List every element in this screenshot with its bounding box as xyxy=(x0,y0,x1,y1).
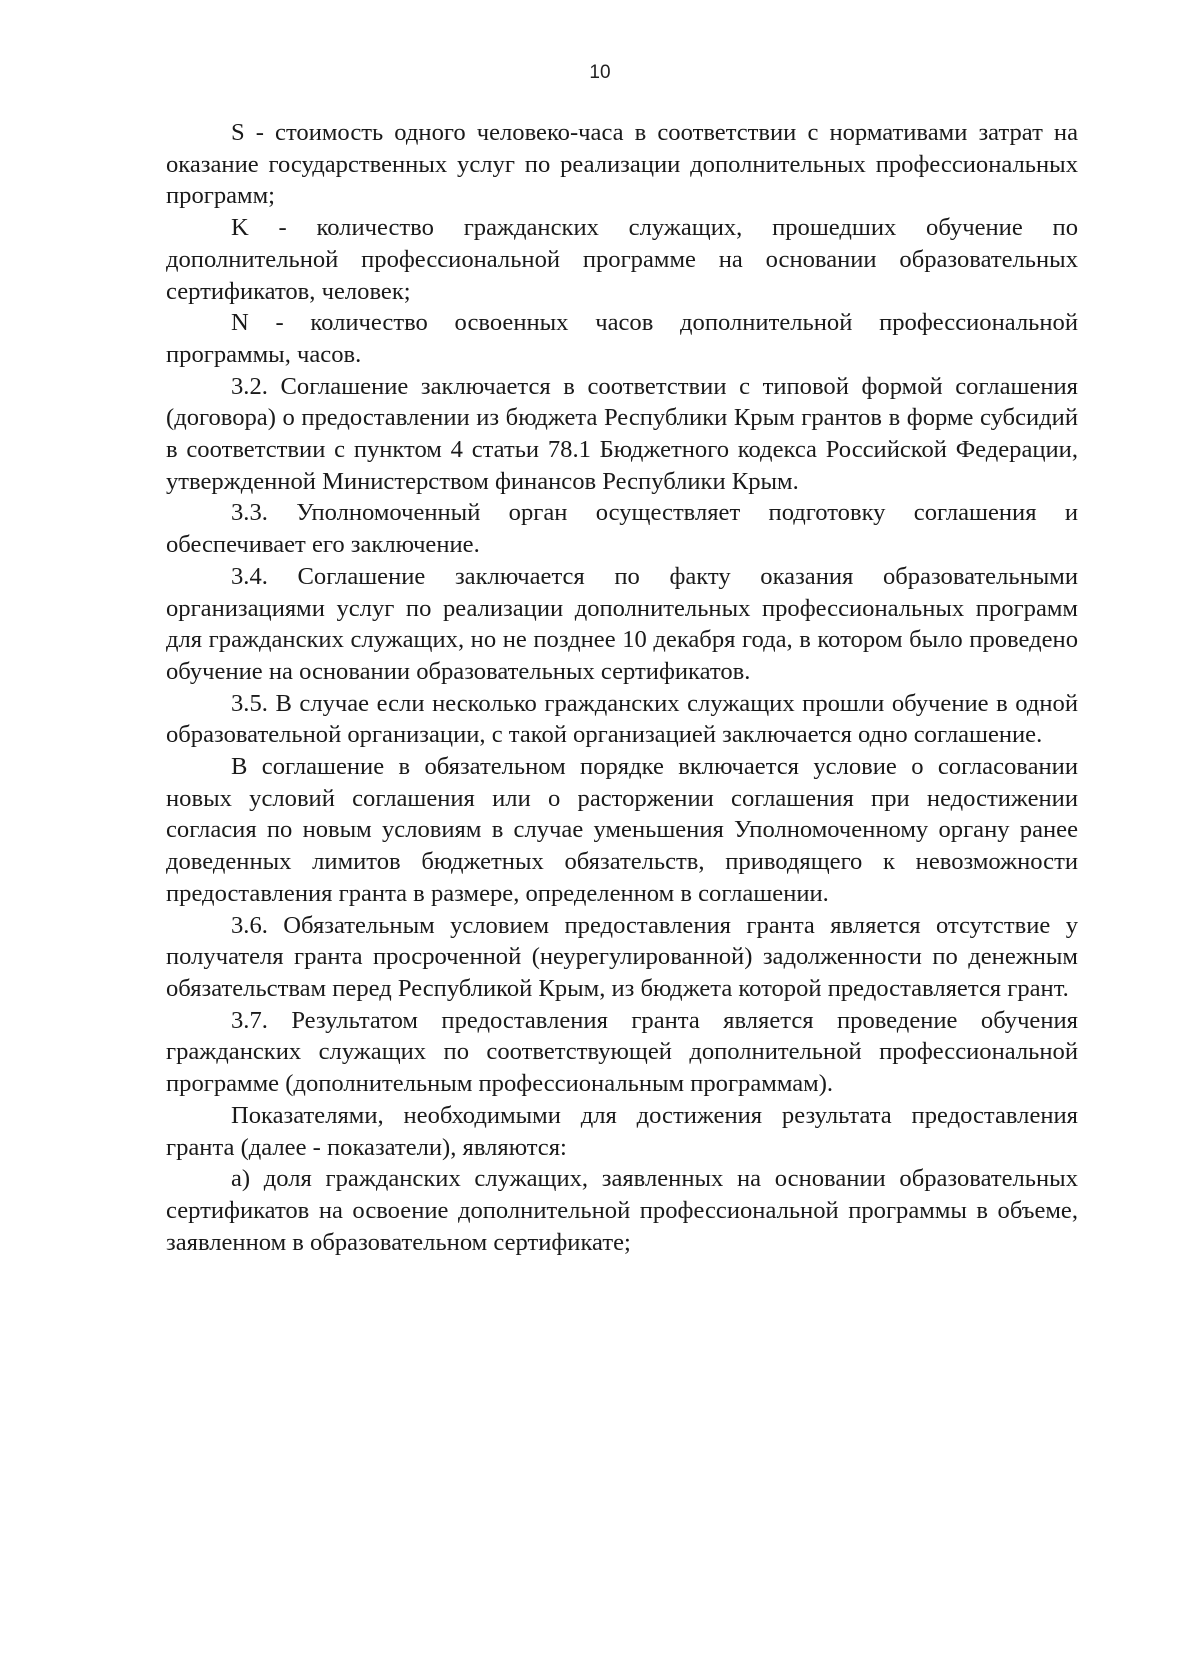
paragraph-3-5: 3.5. В случае если несколько гражданских служащих прошли обучение в одной образовательной организации, с такой организацией заключается одно соглашение. xyxy=(166,689,1078,749)
paragraph-cost-definition: S - стоимость одного человеко-часа в соответствии с нормативами затрат на оказание государственных услуг по реализации дополнительных профессиональных программ; xyxy=(166,119,1078,210)
paragraph-3-6: 3.6. Обязательным условием предоставления гранта является отсутствие у получателя гранта просроченной (неурегулированной) задолженности по денежным обязательствам перед Республикой Крым, из бюджета которой предоставляется грант. xyxy=(166,911,1078,1002)
paragraph-hours-definition: N - количество освоенных часов дополнительной профессиональной программы, часов. xyxy=(166,309,1078,368)
paragraph-agreement-condition: В соглашение в обязательном порядке включается условие о согласовании новых условий соглашения или о расторжении соглашения при недостижении согласия по новым условиям в случае уменьшения Уполномоченному органу ранее доведенных лимитов бюджетных обязательств, приводящего к невозможности предоставления гранта в размере, определенном в соглашении. xyxy=(166,753,1078,907)
paragraph-3-3: 3.3. Уполномоченный орган осуществляет подготовку соглашения и обеспечивает его заключение. xyxy=(166,499,1078,559)
document-body xyxy=(166,117,1078,1258)
paragraph-3-7: 3.7. Результатом предоставления гранта является проведение обучения гражданских служащих по соответствующей дополнительной профессиональной программе (дополнительным профессиональным программам). xyxy=(166,1006,1078,1098)
paragraph-employees-count-definition: K - количество гражданских служащих, прошедших обучение по дополнительной профессиональной программе на основании образовательных сертификатов, человек; xyxy=(166,214,1078,305)
paragraph-3-2: 3.2. Соглашение заключается в соответствии с типовой формой соглашения (договора) о предоставлении из бюджета Республики Крым грантов в форме субсидий в соответствии с пунктом 4 статьи 78.1 Бюджетного кодекса Российской Федерации, утвержденной Министерством финансов Республики Крым. xyxy=(166,372,1078,495)
page-number: 10 xyxy=(589,62,611,83)
paragraph-3-4: 3.4. Соглашение заключается по факту оказания образовательными организациями услуг по реализации дополнительных профессиональных программ для гражданских служащих, но не позднее 10 декабря года, в котором было проведено обучение на основании образовательных сертификатов. xyxy=(166,562,1078,685)
paragraph-indicators-intro: Показателями, необходимыми для достижения результата предоставления гранта (далее - показатели), являются: xyxy=(166,1101,1078,1161)
paragraph-indicator-a: а) доля гражданских служащих, заявленных на основании образовательных сертификатов на освоение дополнительной профессиональной программы в объеме, заявленном в образовательном сертификате; xyxy=(166,1165,1078,1256)
